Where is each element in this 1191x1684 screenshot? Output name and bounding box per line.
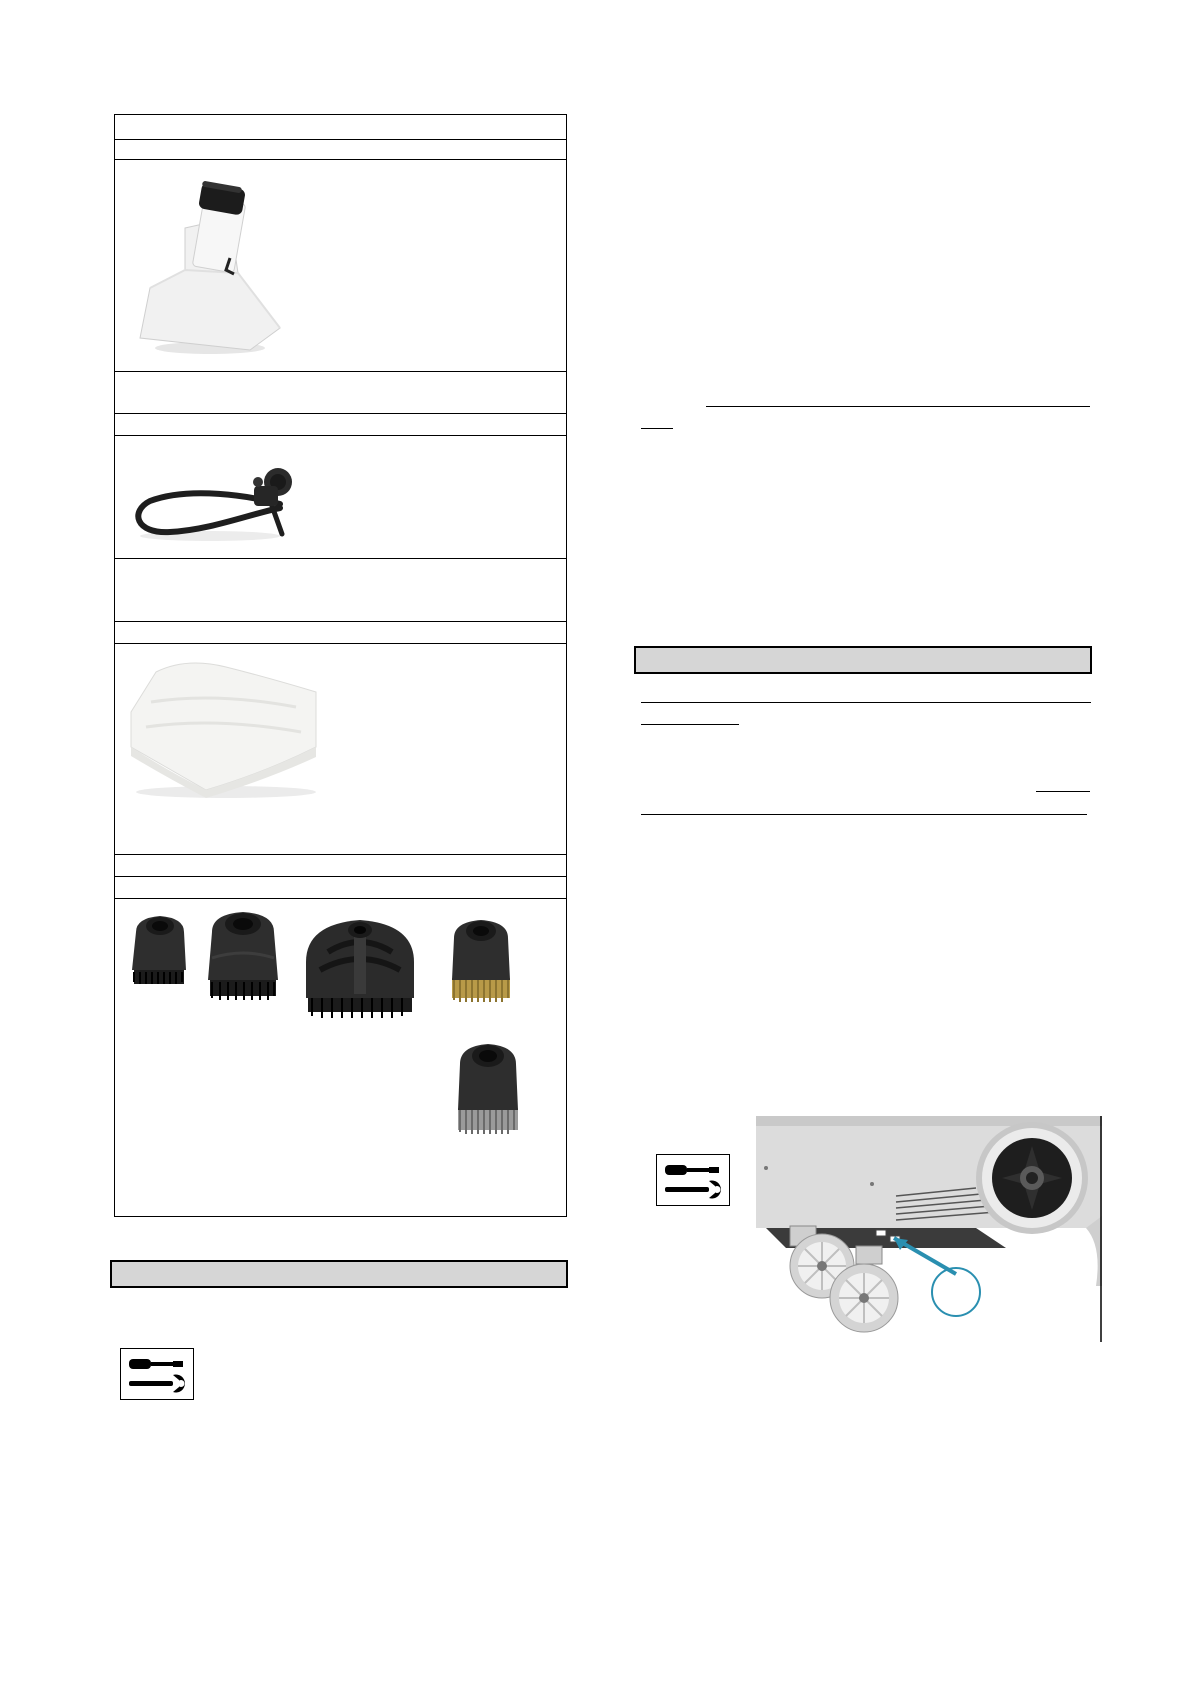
brush-brass-image [446, 916, 516, 1006]
row-divider [114, 371, 567, 372]
screwdriver-wrench-icon [656, 1154, 730, 1206]
row-divider [114, 435, 567, 436]
underline-rule [1036, 791, 1090, 792]
underline-rule [641, 428, 673, 429]
underline-rule [641, 702, 1091, 703]
hose-image [130, 456, 310, 546]
nozzle-image [130, 178, 300, 358]
machine-underside-illustration [756, 1116, 1102, 1342]
cloth-image [126, 652, 326, 802]
row-divider [114, 159, 567, 160]
brush-nylon-medium-image [202, 908, 284, 1006]
section-header-right [634, 646, 1092, 674]
underline-rule [641, 724, 739, 725]
row-divider [114, 558, 567, 559]
screwdriver-wrench-icon [120, 1348, 194, 1400]
row-divider [114, 876, 567, 877]
row-divider [114, 139, 567, 140]
underline-rule [641, 814, 1087, 815]
row-divider [114, 898, 567, 899]
brush-nylon-small-image [128, 912, 192, 992]
brush-steel-image [452, 1040, 524, 1140]
row-divider [114, 621, 567, 622]
row-divider [114, 643, 567, 644]
section-header-left [110, 1260, 568, 1288]
row-divider [114, 854, 567, 855]
row-divider [114, 413, 567, 414]
underline-rule [706, 406, 1090, 407]
brush-nylon-large-image [298, 912, 422, 1022]
